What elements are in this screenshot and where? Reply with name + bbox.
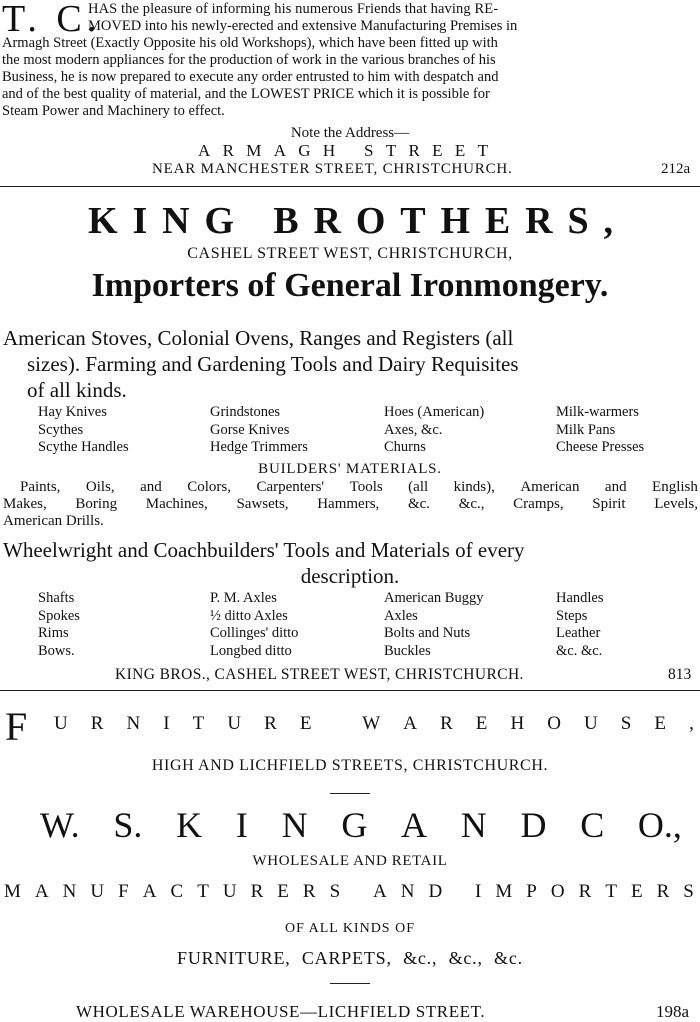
text-token: Oils, — [85, 479, 115, 495]
text-token: Cramps, — [513, 496, 564, 512]
text-token: R — [408, 141, 420, 160]
text-token: N — [281, 805, 308, 845]
king-bros-footer: KING BROS., CASHEL STREET WEST, CHRISTCHURCH. — [115, 666, 524, 683]
ad1-line-3: Armagh Street (Exactly Opposite his old Workshops), which have been fitted up with — [2, 35, 498, 51]
text-token — [456, 880, 461, 904]
text-token: A — [198, 141, 211, 160]
furniture-carpets: FURNITURE, CARPETS, &c., &c., &c. — [177, 948, 523, 968]
text-token: O — [550, 881, 565, 902]
grid-cell: Buckles — [384, 642, 431, 659]
text-token: Tools — [349, 479, 383, 495]
text-token: G — [204, 200, 234, 242]
text-token — [347, 141, 351, 161]
grid-cell: Steps — [556, 607, 588, 624]
text-token: Makes, — [3, 496, 47, 512]
text-token: S. — [113, 805, 143, 845]
text-token: kinds), — [453, 479, 495, 495]
king-brothers-title — [88, 200, 613, 242]
grid-cell: Scythe Handles — [38, 439, 129, 455]
ad1-line-7: Steam Power and Machinery to effect. — [2, 103, 225, 119]
text-token: G — [341, 805, 368, 845]
text-token: R — [440, 713, 453, 734]
of-all-kinds: OF ALL KINDS OF — [285, 921, 415, 936]
text-token: S — [567, 200, 589, 242]
text-token: D — [520, 805, 547, 845]
text-token: E — [299, 713, 312, 734]
text-token: T — [400, 200, 426, 242]
grid-cell: Collinges' ditto — [210, 625, 299, 641]
text-token — [335, 712, 340, 736]
text-token: N — [400, 881, 415, 902]
text-token: N — [62, 881, 77, 902]
text-token: H — [510, 713, 525, 734]
text-token: T — [197, 881, 209, 902]
wheelwright-line-2: description. — [300, 564, 400, 588]
grid-cell: Axes, &c. — [384, 421, 443, 438]
text-token: Boring — [75, 496, 118, 512]
text-token: R — [313, 200, 341, 242]
text-token: E — [475, 713, 488, 734]
text-token: T — [477, 141, 488, 160]
grid-cell: Milk Pans — [556, 421, 616, 438]
grid-cell: Bows. — [38, 642, 75, 659]
armagh-street — [198, 141, 488, 161]
text-token: (all — [408, 479, 429, 495]
grid-cell: ½ ditto Axles — [210, 607, 288, 624]
text-token: E — [484, 200, 511, 242]
text-token: Spirit — [592, 496, 626, 512]
text-token: S — [683, 881, 694, 902]
text-token: O — [547, 713, 561, 734]
text-token: &c., — [458, 496, 485, 512]
grid-cell: Leather — [556, 625, 601, 641]
grid-cell: Milk-warmers — [556, 404, 639, 420]
text-token: T — [192, 713, 205, 734]
text-token: , — [603, 200, 613, 242]
grid-cell: Gorse Knives — [210, 421, 290, 438]
text-token: H — [322, 141, 336, 160]
text-token: S — [329, 881, 341, 902]
ad2-ref: 813 — [668, 666, 692, 683]
builders-heading: BUILDERS' MATERIALS. — [258, 461, 442, 477]
text-token: A — [403, 713, 418, 734]
text-token: Paints, — [20, 479, 61, 495]
builders-line-3: American Drills. — [3, 513, 104, 529]
intro-line-1: American Stoves, Colonial Ovens, Ranges and Registers (all — [3, 326, 514, 350]
text-token: R — [302, 881, 316, 902]
text-token: H — [440, 200, 471, 242]
text-token: T — [605, 881, 617, 902]
grid-cell: Handles — [556, 590, 604, 606]
text-token: and — [140, 479, 162, 495]
text-token: C — [580, 805, 605, 845]
text-token: W — [362, 713, 381, 734]
text-token: I — [132, 200, 148, 242]
text-token: E — [277, 881, 289, 902]
text-token: O — [355, 200, 386, 242]
text-token: Hammers, — [317, 496, 380, 512]
short-rule-2 — [330, 983, 370, 984]
grid-cell: Bolts and Nuts — [384, 625, 471, 641]
text-token: Levels, — [654, 496, 698, 512]
text-token — [249, 200, 259, 242]
wholesale-retail: WHOLESALE AND RETAIL — [252, 853, 448, 869]
ad1-ref: 212a — [661, 161, 691, 177]
grid-cell: Hoes (American) — [384, 404, 485, 420]
grid-cell: Churns — [384, 439, 426, 455]
text-token: &c. — [407, 496, 431, 512]
text-token: S — [620, 713, 632, 734]
text-token: N — [460, 805, 487, 845]
wheelwright-line-1: Wheelwright and Coachbuilders' Tools and Materials of every — [3, 538, 525, 562]
text-token: U — [90, 881, 105, 902]
text-token: E — [630, 881, 643, 902]
ws-king-company — [40, 804, 682, 846]
text-token: I — [475, 881, 482, 902]
grid-cell: Spokes — [38, 607, 80, 624]
text-token: G — [298, 141, 311, 160]
cashel-street-address: CASHEL STREET WEST, CHRISTCHURCH, — [187, 245, 513, 262]
text-token: Colors, — [187, 479, 231, 495]
text-token: E — [654, 713, 667, 734]
text-token: R — [656, 881, 670, 902]
text-token: W. — [40, 805, 80, 845]
text-token: I — [163, 713, 170, 734]
ad1-line-6: and of the best quality of material, and the LOWEST PRICE which it is possible for — [2, 86, 490, 102]
wholesale-warehouse: WHOLESALE WAREHOUSE—LICHFIELD STREET. — [76, 1002, 486, 1021]
text-token: I — [235, 805, 248, 845]
drop-initial-f: F — [5, 704, 28, 749]
ad1-line-2: MOVED into his newly-erected and extensive Manufacturing Premises in — [88, 18, 518, 34]
importers-headline: Importers of General Ironmongery. — [91, 267, 609, 304]
text-token: T — [385, 141, 397, 160]
note-address: Note the Address— — [290, 125, 410, 141]
text-token: S — [364, 141, 374, 160]
grid-cell: Hedge Trimmers — [210, 439, 308, 455]
text-token: U — [227, 713, 242, 734]
parts-grid — [38, 590, 696, 660]
grid-cell: &c. &c. — [556, 642, 603, 659]
text-token: K — [88, 200, 118, 242]
text-token: Carpenters' — [256, 479, 325, 495]
text-token: O., — [637, 805, 682, 845]
text-token: K — [176, 805, 203, 845]
text-token: Machines, — [145, 496, 208, 512]
text-token: A — [142, 881, 157, 902]
text-token: and — [604, 479, 627, 495]
drop-initials: T. C. — [2, 0, 102, 40]
text-token — [354, 880, 359, 904]
grid-cell: P. M. Axles — [210, 590, 277, 606]
grid-cell: Hay Knives — [38, 404, 107, 420]
builders-line-1 — [20, 478, 698, 496]
text-token: U — [54, 713, 68, 734]
text-token: B — [273, 200, 299, 242]
ad1-line-5: Business, he is now prepared to execute any order entrusted to him with despatch and — [2, 69, 499, 85]
text-token: F — [118, 881, 129, 902]
grid-cell: Longbed ditto — [210, 642, 292, 659]
text-token: R — [250, 881, 264, 902]
divider-1 — [0, 186, 700, 187]
text-token: E — [454, 141, 466, 160]
text-token: M — [495, 881, 513, 902]
grid-cell: Cheese Presses — [556, 439, 645, 455]
text-token: R — [222, 141, 234, 160]
text-token: M — [4, 881, 21, 902]
text-token: A — [372, 881, 387, 902]
text-token: M — [246, 141, 262, 160]
text-token: R — [578, 881, 592, 902]
high-lichfield-address: HIGH AND LICHFIELD STREETS, CHRISTCHURCH. — [151, 757, 549, 774]
text-token: , — [689, 713, 694, 734]
tools-grid — [38, 404, 696, 457]
text-token: English — [652, 479, 698, 495]
intro-line-3: of all kinds. — [27, 378, 127, 402]
builders-line-2 — [3, 495, 698, 513]
text-token: American — [520, 479, 580, 495]
text-token: A — [273, 141, 286, 160]
near-manchester-street: NEAR MANCHESTER STREET, CHRISTCHURCH. — [152, 161, 513, 177]
ad1-line-4: the most modern appliances for the production of work in the various branches of his — [2, 52, 496, 68]
text-token: P — [526, 881, 537, 902]
text-token: R — [264, 713, 277, 734]
grid-cell: American Buggy — [384, 590, 484, 606]
grid-cell: Shafts — [38, 590, 75, 606]
text-token: C — [170, 881, 184, 902]
grid-cell: Axles — [384, 607, 418, 624]
short-rule-1 — [330, 793, 370, 794]
furniture-warehouse-title — [54, 712, 694, 736]
intro-line-2: sizes). Farming and Gardening Tools and Dairy Requisites — [27, 352, 519, 376]
manufacturers-importers — [4, 880, 694, 904]
divider-2 — [0, 690, 700, 691]
text-token: N — [126, 713, 141, 734]
text-token: D — [428, 881, 443, 902]
grid-cell: Rims — [38, 625, 69, 641]
text-token: U — [222, 881, 237, 902]
text-token: R — [525, 200, 553, 242]
text-token: E — [432, 141, 443, 160]
grid-cell: Scythes — [38, 421, 84, 438]
ad1-line-1: HAS the pleasure of informing his numerous Friends that having RE- — [88, 1, 499, 17]
text-token: N — [162, 200, 190, 242]
text-token: U — [584, 713, 598, 734]
ad3-ref: 198a — [656, 1002, 690, 1021]
text-token: R — [90, 713, 104, 734]
text-token: A — [34, 881, 49, 902]
text-token: Sawsets, — [236, 496, 289, 512]
text-token: A — [401, 805, 428, 845]
grid-cell: Grindstones — [210, 404, 281, 420]
